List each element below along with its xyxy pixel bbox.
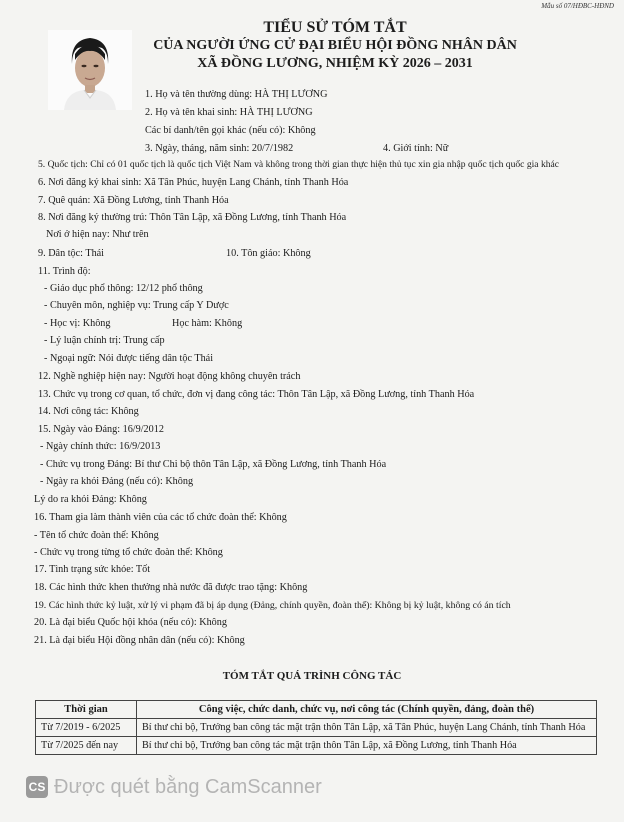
table-header-row [36, 701, 597, 719]
field-date-of-birth: 3. Ngày, tháng, năm sinh: 20/7/1982 [145, 143, 294, 154]
field-religion: 10. Tôn giáo: Không [226, 248, 311, 259]
work-history-title: TÓM TẮT QUÁ TRÌNH CÔNG TÁC [222, 670, 402, 682]
column-header-duties: Công việc, chức danh, chức vụ, nơi công tác (Chính quyền, đảng, đoàn thể) [137, 701, 597, 719]
document-title: TIỂU SỬ TÓM TẮT [263, 19, 407, 36]
field-organizations: 16. Tham gia làm thành viên của các tổ chức đoàn thể: Không [34, 512, 287, 523]
field-awards: 18. Các hình thức khen thưởng nhà nước đã được trao tặng: Không [34, 582, 308, 593]
field-workplace: 14. Nơi công tác: Không [38, 406, 139, 417]
field-national-assembly: 20. Là đại biểu Quốc hội khóa (nếu có): Không [34, 617, 227, 628]
field-party-official-date: - Ngày chính thức: 16/9/2013 [40, 441, 161, 452]
camscanner-logo-icon: CS [26, 776, 48, 798]
field-party-join-date: 15. Ngày vào Đảng: 16/9/2012 [38, 424, 164, 435]
field-birth-registration: 6. Nơi đăng ký khai sinh: Xã Tân Phúc, huyện Lang Chánh, tỉnh Thanh Hóa [38, 177, 349, 188]
field-organization-name: - Tên tổ chức đoàn thể: Không [34, 530, 159, 541]
table-cell-period: Từ 7/2025 đến nay [36, 737, 137, 755]
table-cell-period: Từ 7/2019 - 6/2025 [36, 719, 137, 737]
watermark-text: Được quét bằng CamScanner [54, 775, 322, 798]
table-cell-duties: Bí thư chi bộ, Trưởng ban công tác mặt trận thôn Tân Lập, xã Tân Phúc, huyện Lang Chánh, tỉnh Thanh Hóa [137, 719, 597, 737]
column-header-period: Thời gian [36, 701, 137, 719]
field-party-leave-date: - Ngày ra khỏi Đảng (nếu có): Không [40, 476, 194, 487]
field-general-education: - Giáo dục phổ thông: 12/12 phổ thông [44, 283, 203, 294]
field-party-position: - Chức vụ trong Đảng: Bí thư Chi bộ thôn Tân Lập, xã Đồng Lương, tỉnh Thanh Hóa [40, 459, 387, 470]
field-political-theory: - Lý luận chính trị: Trung cấp [44, 335, 165, 346]
field-profession: - Chuyên môn, nghiệp vụ: Trung cấp Y Dược [44, 300, 229, 311]
field-position: 13. Chức vụ trong cơ quan, tổ chức, đơn vị đang công tác: Thôn Tân Lập, xã Đồng Lương, tỉnh Thanh Hóa [38, 389, 475, 400]
field-permanent-residence: 8. Nơi đăng ký thường trú: Thôn Tân Lập, xã Đồng Lương, tỉnh Thanh Hóa [38, 212, 347, 223]
form-code: Mẫu số 07/HĐBC-HĐND [541, 2, 614, 10]
field-gender: 4. Giới tính: Nữ [383, 143, 449, 154]
field-nationality: 5. Quốc tịch: Chỉ có 01 quốc tịch là quốc tịch Việt Nam và không trong thời gian thực hiện thủ tục xin gia nhập quốc tịch quốc gia khác [38, 159, 560, 170]
field-health: 17. Tình trạng sức khỏe: Tốt [34, 564, 151, 575]
table-cell-duties: Bí thư chi bộ, Trưởng ban công tác mặt trận thôn Tân Lập, xã Đồng Lương, tỉnh Thanh Hóa [137, 737, 597, 755]
field-ethnicity: 9. Dân tộc: Thái [38, 248, 105, 259]
table-row [36, 737, 597, 755]
field-birth-name: 2. Họ và tên khai sinh: HÀ THỊ LƯƠNG [145, 107, 313, 118]
field-common-name: 1. Họ và tên thường dùng: HÀ THỊ LƯƠNG [145, 89, 328, 100]
field-organization-position: - Chức vụ trong từng tổ chức đoàn thể: Không [34, 547, 223, 558]
field-foreign-language: - Ngoại ngữ: Nói được tiếng dân tộc Thái [44, 353, 214, 364]
field-discipline: 19. Các hình thức kỷ luật, xử lý vi phạm đã bị áp dụng (Đảng, chính quyền, đoàn thể): Không bị kỷ luật, không có án tích [34, 600, 511, 611]
field-academic-degree: - Học vị: Không [44, 318, 111, 329]
field-hometown: 7. Quê quán: Xã Đồng Lương, tỉnh Thanh Hóa [38, 195, 229, 206]
camscanner-watermark [26, 775, 322, 799]
field-party-leave-reason: Lý do ra khỏi Đảng: Không [34, 494, 147, 505]
field-occupation: 12. Nghề nghiệp hiện nay: Người hoạt động không chuyên trách [38, 371, 301, 382]
field-education-heading: 11. Trình độ: [38, 266, 91, 277]
field-aliases: Các bí danh/tên gọi khác (nếu có): Không [145, 125, 316, 136]
table-row [36, 719, 597, 737]
field-current-residence: Nơi ở hiện nay: Như trên [46, 229, 149, 240]
document-subtitle-2: XÃ ĐỒNG LƯƠNG, NHIỆM KỲ 2026 – 2031 [197, 56, 473, 71]
document-subtitle-1: CỦA NGƯỜI ỨNG CỬ ĐẠI BIỂU HỘI ĐỒNG NHÂN DÂN [153, 38, 517, 53]
work-history-table [35, 700, 597, 755]
field-peoples-council: 21. Là đại biểu Hội đồng nhân dân (nếu có): Không [34, 635, 245, 646]
field-academic-title: Học hàm: Không [172, 318, 243, 329]
